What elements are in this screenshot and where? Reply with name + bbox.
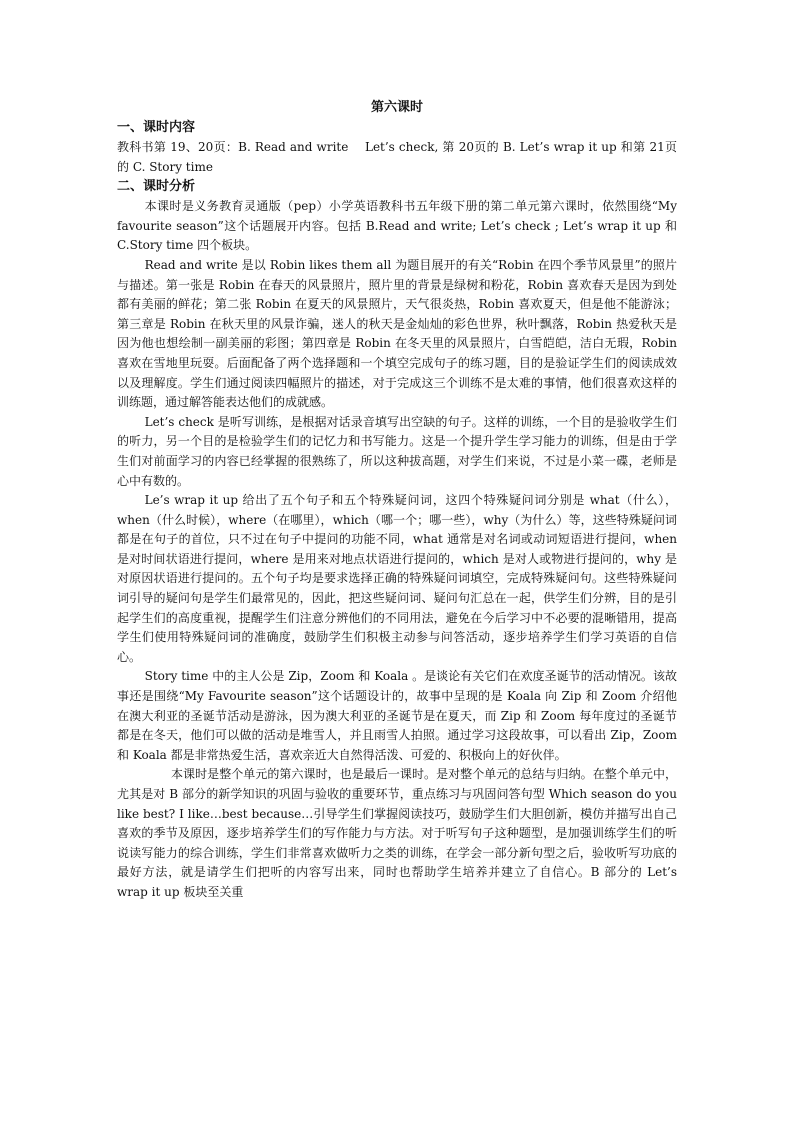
analysis-paragraph-story-time: Story time 中的主人公是 Zip，Zoom 和 Koala 。是谈论有关它们在欢度圣诞节的活动情况。该故事还是围绕“My Favourite season”这个话题设计的，故事中呈现的是 Koala 向 Zip 和 Zoom 介绍他在澳大利亚的圣诞节活动是游泳，因为澳大利亚的圣诞节是在夏天，而 Zip 和 Zoom 每年度过的圣诞节都是在冬天，他们可以做的活动是堆雪人，并且雨雪人拍照。通过学习这段故事，可以看出 Zip，Zoom 和 Koala 都是非常热爱生活，喜欢亲近大自然得活泼、可爱的、积极向上的好伙伴。 [117,669,677,762]
analysis-paragraph-lets-check: Let’s check 是听写训练，是根据对话录音填写出空缺的句子。这样的训练，一个目的是验收学生们的听力，另一个目的是检验学生们的记忆力和书写能力。这是一个提升学生学习能力的训练，但是由于学生们对前面学习的内容已经掌握的很熟练了，所以这种拔高题，对学生们来说，不过是小菜一碟，老师是心中有数的。 [117,414,677,488]
section-heading-content: 一、课时内容 [117,120,196,135]
analysis-paragraph-read-and-write: Read and write 是以 Robin likes them all 为题目展开的有关“Robin 在四个季节风景里”的照片与描述。第一张是 Robin 在春天的风景照片，照片里的背景是绿树和粉花，Robin 喜欢春天是因为到处都有美丽的鲜花；第二张 Robin 在夏天的风景照片，天气很炎热，Robin 喜欢夏天，但是他不能游泳；第三章是 Robin 在秋天里的风景诈骗，迷人的秋天是金灿灿的彩色世界，秋叶飘落，Robin 热爱秋天是因为他也想绘制一副美丽的彩图；第四章是 Robin 在冬天里的风景照片，白雪皑皑，洁白无瑕，Robin 喜欢在雪地里玩耍。后面配备了两个选择题和一个填空完成句子的练习题，目的是验证学生们的阅读成效以及理解度。学生们通过阅读四幅照片的描述，对于完成这三个训练不是太难的事情，他们很喜欢这样的训练题，通过解答能表达他们的成就感。 [117,257,677,410]
analysis-paragraph-overview: 本课时是义务教育灵通版（pep）小学英语教科书五年级下册的第二单元第六课时，依然围绕“My favourite season”这个话题展开内容。包括 B.Read and write; Let’s check ; Let’s wrap it up 和 C.Story time 四个板块。 [117,199,677,253]
section-heading-analysis: 二、课时分析 [117,179,196,195]
analysis-paragraph-summary: 本课时是整个单元的第六课时，也是最后一课时。是对整个单元的总结与归纳。在整个单元中，尤其是对 B 部分的新学知识的巩固与验收的重要环节，重点练习与巩固问答句型 Which season do you like best? I like…best because…引导学生们掌握阅读技巧，鼓励学生们大胆创新，模仿并描写出自己喜欢的季节及原因，逐步培养学生们的写作能力与方法。对于听写句子这种题型，是加强训练学生们的听说读写能力的综合训练，学生们非常喜欢做听力之类的训练，在学会一部分新句型之后，验收听写功底的最好方法，就是请学生们把听的内容写出来，同时也帮助学生培养并建立了自信心。B 部分的 Let’s wrap it up 板块至关重 [117,767,677,899]
analysis-paragraph-wrap-it-up: Le’s wrap it up 给出了五个句子和五个特殊疑问词，这四个特殊疑问词分别是 what（什么），when（什么时候），where（在哪里），which（哪一个；哪一些），why（为什么）等，这些特殊疑问词都是在句子的首位，只不过在句子中提问的功能不同，what 通常是对名词或动词短语进行提问，when 是对时间状语进行提问，where 是用来对地点状语进行提问的，which 是对人或物进行提问的，why 是对原因状语进行提问的。五个句子均是要求选择正确的特殊疑问词填空，完成特殊疑问句。这些特殊疑问词引导的疑问句是学生们最常见的，因此，把这些疑问词、疑问句汇总在一起，供学生们分辨，目的是引起学生们的高度重视，提醒学生们注意分辨他们的不同用法，避免在今后学习中不必要的混晰错用，提高学生们使用特殊疑问词的准确度，鼓励学生们积极主动参与问答活动，逐步培养学生们学习英语的自信心。 [117,493,677,664]
document-title: 第六课时 [370,100,423,115]
lesson-content-text: 教科书第 19、20页：B. Read and write Let’s check, 第 20页的 B. Let’s wrap it up 和第 21页的 C. Story time [117,140,677,174]
document-page [117,98,677,903]
